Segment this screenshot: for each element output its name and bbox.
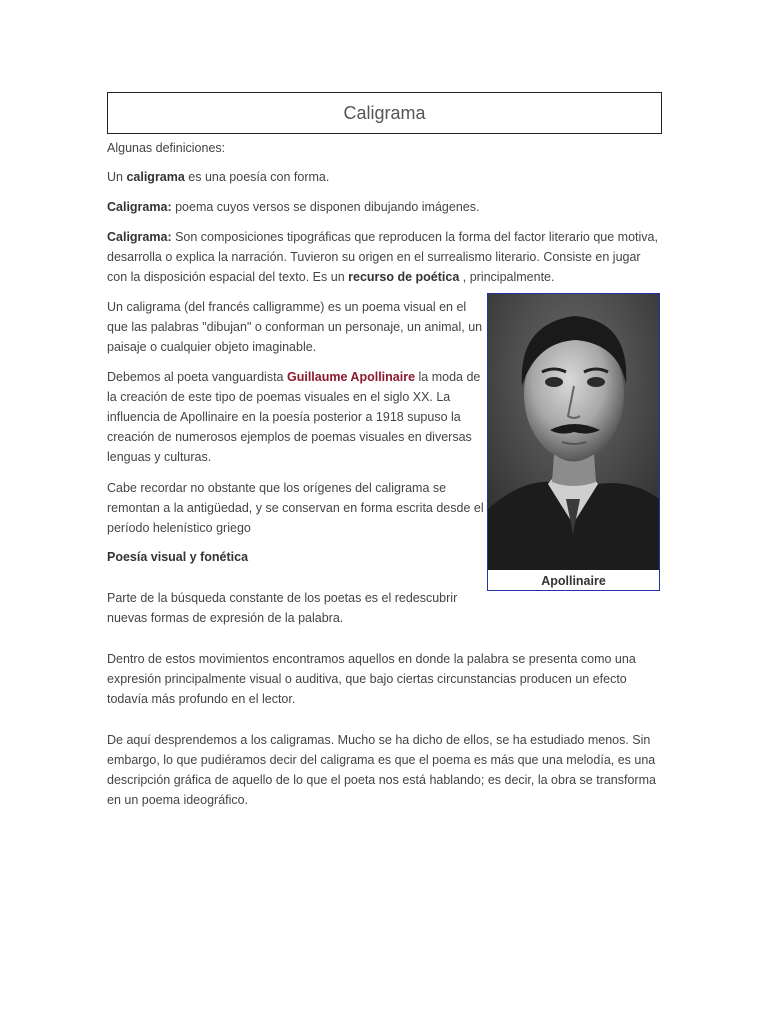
definition-3-text: Son composiciones tipográficas que reproducen la forma del factor literario que motiva, desarrolla o explica la narración. Tuvieron su origen en el surrealismo literario. Consiste en jugar con la disposición espacial del texto. Es un (107, 230, 658, 284)
portrait-caption: Apollinaire (541, 574, 606, 588)
definition-2 (107, 197, 662, 217)
definition-1-term: caligrama (126, 170, 185, 184)
definition-3-end: , principalmente. (459, 270, 555, 284)
definition-2-term: Caligrama: (107, 200, 172, 214)
paragraph-origins: Cabe recordar no obstante que los orígenes del caligrama se remontan a la antigüedad, y se conservan en forma escrita desde el período helenístico griego (107, 481, 484, 535)
apollinaire-link[interactable]: Guillaume Apollinaire (286, 370, 416, 384)
definition-1-text: es una poesía con forma. (184, 170, 330, 184)
portrait-image (488, 294, 659, 570)
paragraph-calligramme: Un caligrama (del francés calligramme) es un poema visual en el que las palabras "dibujan" o conforman un personaje, un animal, un paisaje o cualquier objeto imaginable. (107, 300, 483, 354)
definition-3-bold-phrase: recurso de poética (348, 270, 460, 284)
section-heading-text: Poesía visual y fonética (107, 550, 249, 564)
section-heading-poesia (107, 547, 485, 567)
portrait-photo (488, 294, 659, 570)
apollinaire-post: la moda de la creación de este tipo de poemas visuales en el siglo XX. La influencia de Apollinaire en la poesía posterior a 1918 supuso la creación de numerosos ejemplos de poemas visuales en diversas lenguas y culturas. (107, 370, 481, 464)
paragraph-busqueda: Parte de la búsqueda constante de los poetas es el redescubrir nuevas formas de expresión de la palabra. (107, 591, 458, 625)
apollinaire-pre: Debemos al poeta vanguardista (107, 370, 287, 384)
intro-text: Algunas definiciones: (107, 141, 226, 155)
paragraph-apollinaire (107, 367, 485, 467)
portrait-figure (487, 293, 660, 591)
definition-3-term: Caligrama: (107, 230, 172, 244)
definition-3 (107, 227, 662, 287)
paragraph-movimientos: Dentro de estos movimientos encontramos aquellos en donde la palabra se presenta como una expresión principalmente visual o auditiva, que bajo ciertas circunstancias producen un efecto todavía más profundo en el lector. (107, 652, 636, 706)
title-box (107, 92, 662, 134)
definition-2-text: poema cuyos versos se disponen dibujando imágenes. (171, 200, 480, 214)
definition-1-pre: Un (107, 170, 127, 184)
definition-1 (107, 167, 662, 187)
paragraph-desprendemos: De aquí desprendemos a los caligramas. Mucho se ha dicho de ellos, se ha estudiado menos. Sin embargo, lo que pudiéramos decir del caligrama es que el poema es más que una melodía, es una descripción gráfica de aquello de lo que el poeta nos está hablando; es decir, la obra se transforma en un poema ideográfico. (107, 733, 656, 807)
page-title: Caligrama (343, 102, 426, 123)
